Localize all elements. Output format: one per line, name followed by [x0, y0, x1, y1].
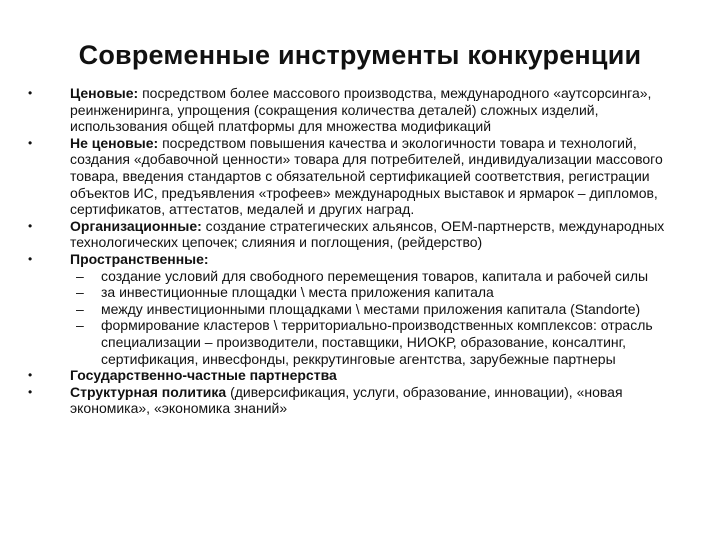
bullet-text: (диверсификация, услуги, образование, инновации), «новая экономика», «экономика знаний»	[70, 383, 623, 417]
sub-item	[28, 317, 696, 367]
sub-item	[28, 284, 696, 301]
bullet-heading: Структурная политика	[70, 383, 227, 400]
bullet-marker: •	[28, 86, 33, 100]
bullet-text: создание стратегических альянсов, OEM-партнерств, международных технологических цепочек; слияния и поглощения, (рейдерство)	[70, 217, 665, 251]
dash-marker: –	[76, 267, 84, 284]
dash-marker: –	[76, 284, 84, 301]
bullet-item-spatial	[28, 251, 696, 268]
dash-marker: –	[76, 317, 84, 334]
bullet-marker: •	[28, 384, 33, 399]
bullet-item-non-price	[28, 135, 696, 218]
bullet-heading: Организационные:	[70, 217, 202, 234]
bullet-list	[28, 85, 696, 417]
dash-marker: –	[76, 300, 84, 317]
bullet-item-structural	[28, 384, 696, 417]
bullet-item-price	[28, 85, 696, 135]
bullet-heading: Ценовые:	[70, 85, 139, 101]
bullet-marker: •	[28, 368, 33, 383]
bullet-marker: •	[28, 218, 33, 233]
bullet-heading: Пространственные:	[70, 250, 209, 267]
bullet-marker: •	[28, 251, 33, 266]
sub-item-text: между инвестиционными площадками \ местами приложения капитала (Standorte)	[101, 300, 641, 317]
sub-item	[28, 301, 696, 318]
bullet-text: посредством более массового производства, международного «аутсорсинга», реинжениринга, упрощения (сокращения количества деталей) сложных изделий, использования общей платформы для множества модификаций	[70, 85, 652, 135]
bullet-marker: •	[28, 135, 33, 150]
bullet-heading: Не ценовые:	[70, 134, 159, 151]
sub-item-text: создание условий для свободного перемещения товаров, капитала и рабочей силы	[101, 267, 649, 284]
sub-item	[28, 268, 696, 285]
sub-item-text: за инвестиционные площадки \ места приложения капитала	[101, 284, 494, 301]
sub-item-text: формирование кластеров \ территориально-производственных комплексов: отрасль специализации – производители, поставщики, НИОКР, образование, консалтинг, сертификация, инвесфонды, реккрутинговые агентства, зарубежные партнеры	[101, 317, 653, 367]
bullet-text: посредством повышения качества и экологичности товара и технологий, создания «добавочной ценности» товара для потребителей, индивидуализации массового товара, введения стандартов с обязательной сертификацией соответствия, регистрации объектов ИС, предъявления «трофеев» международных выставок и ярмарок – дипломов, сертификатов, аттестатов, медалей и других наград.	[70, 134, 663, 218]
bullet-item-organizational	[28, 218, 696, 251]
bullet-item-ppp	[28, 367, 696, 384]
slide-title: Современные инструменты конкуренции	[78, 40, 642, 70]
bullet-heading: Государственно-частные партнерства	[70, 367, 337, 384]
